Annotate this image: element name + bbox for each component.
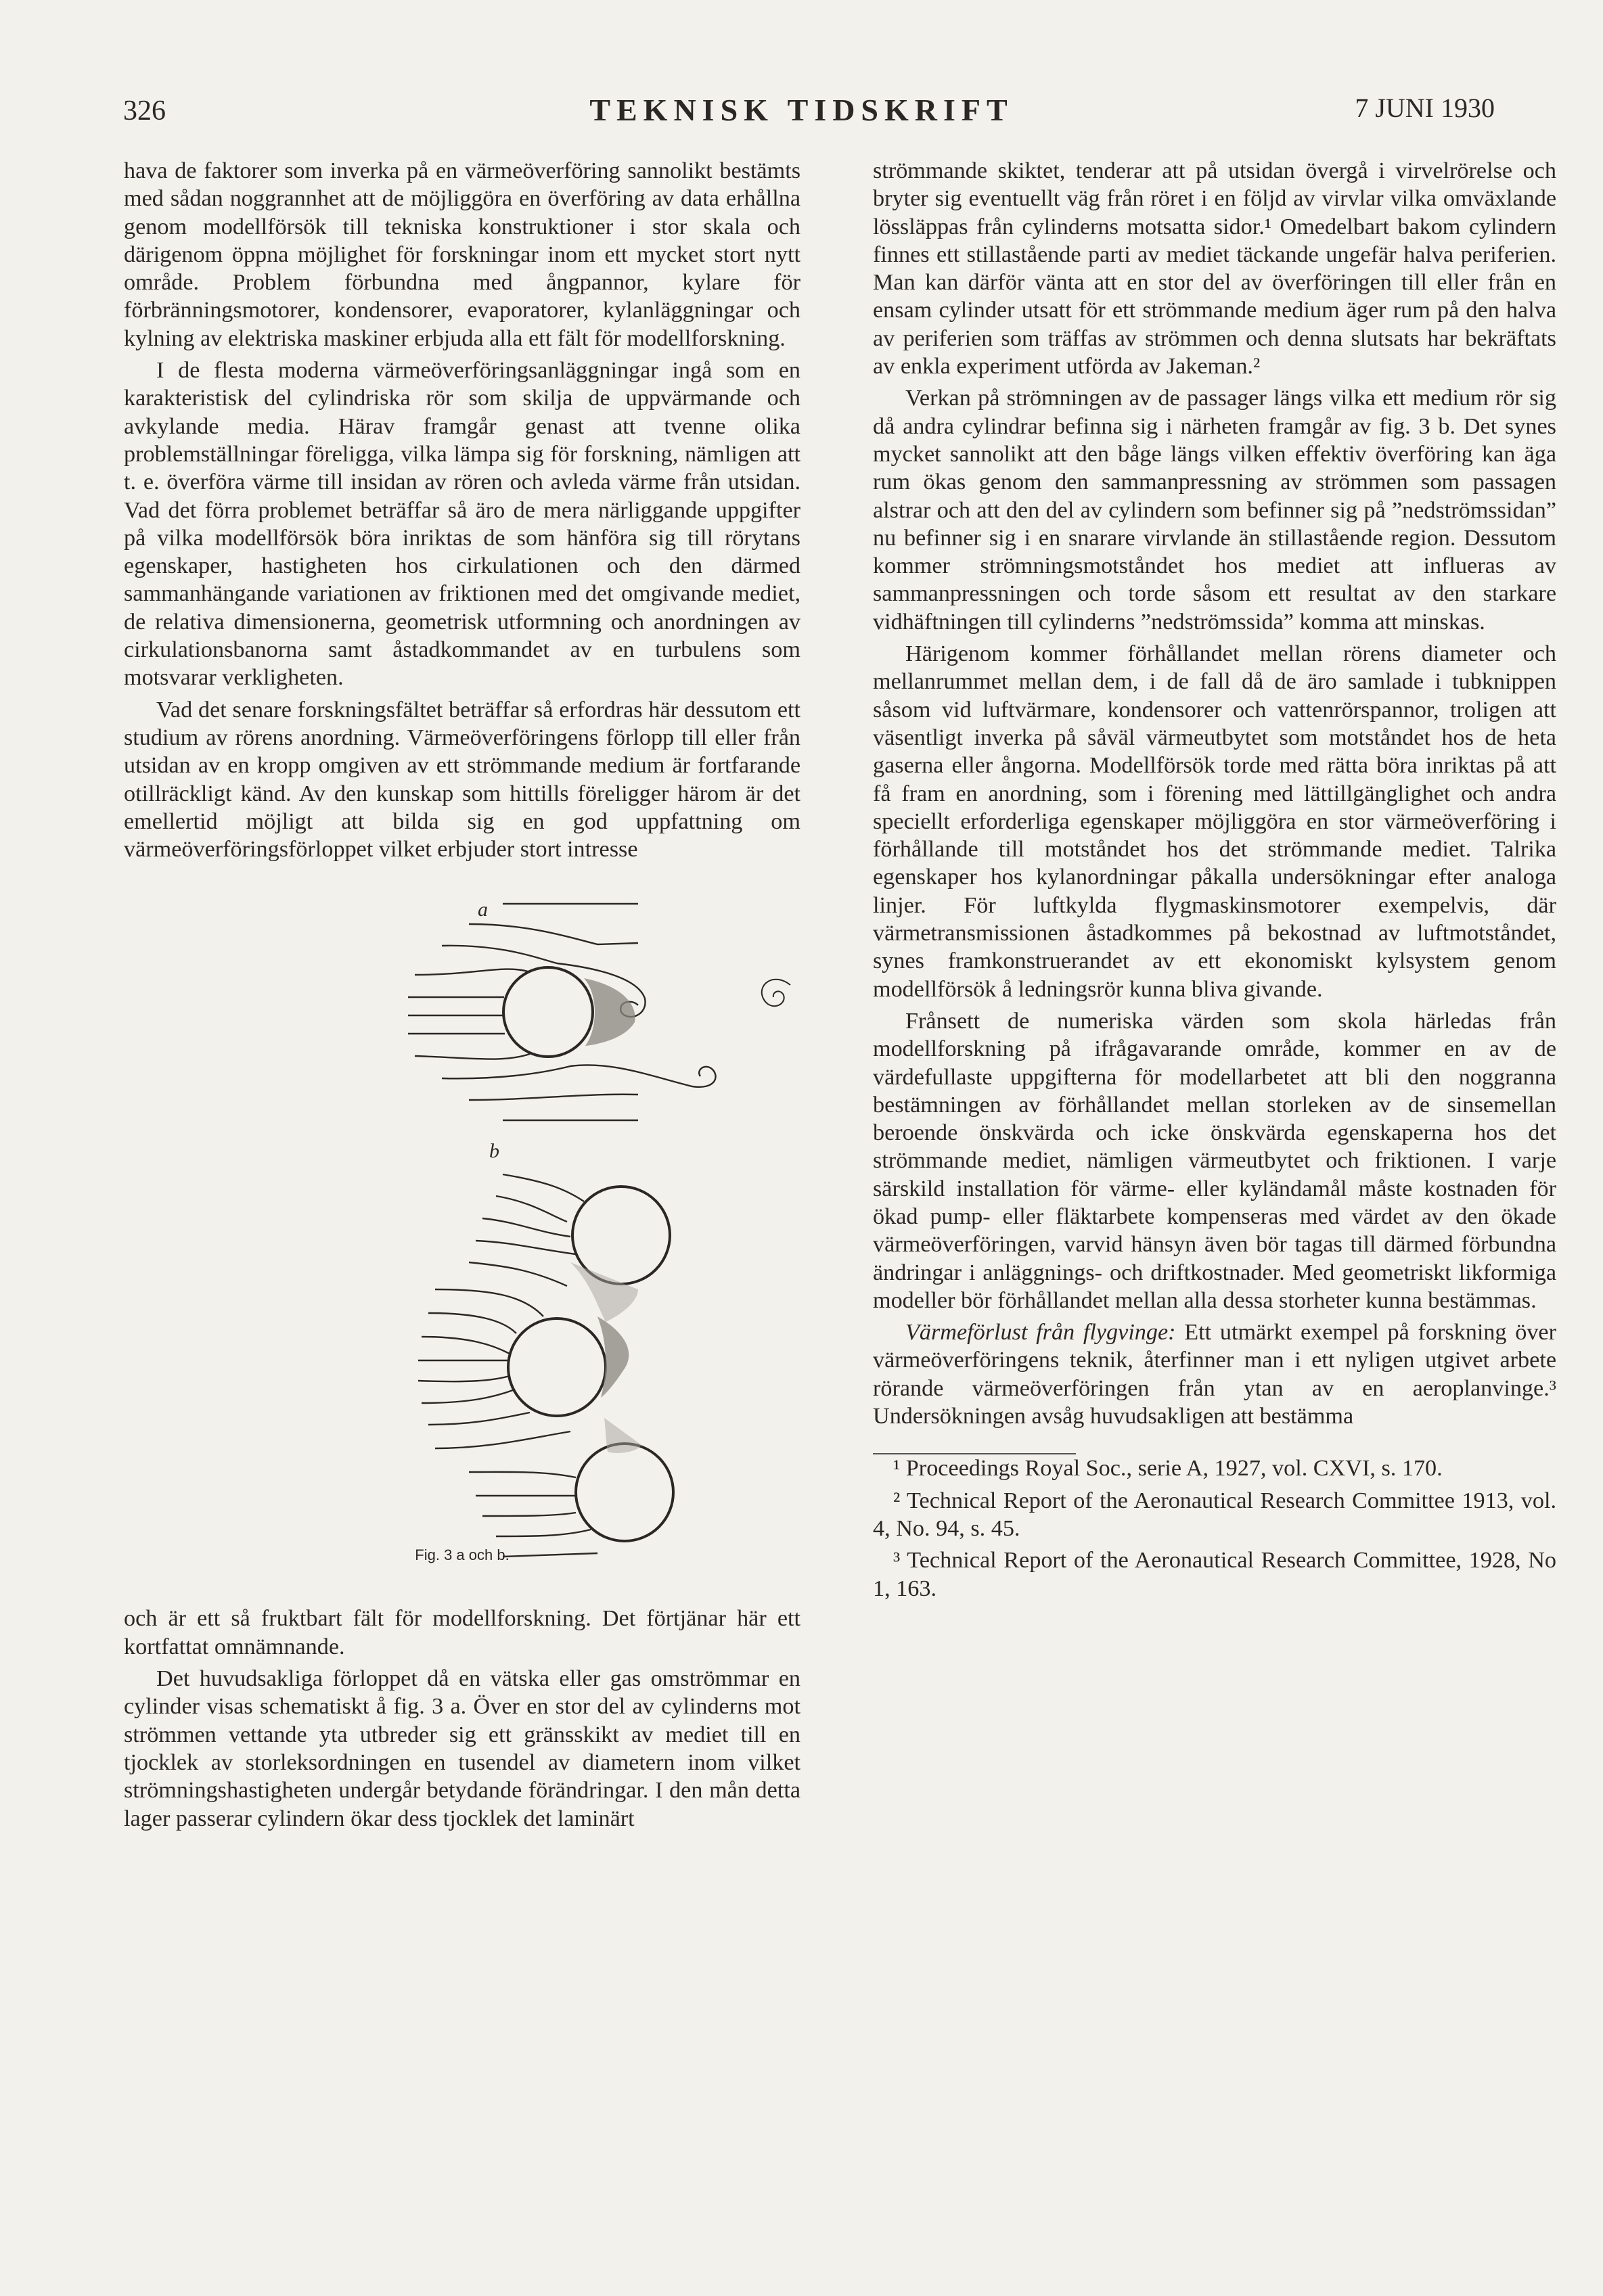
paragraph: Vad det senare forskningsfältet beträffar så erfordras här dessutom ett studium av rörens anordning. Värmeöverföringens förlopp till eller från utsidan av en kropp omgiven av ett strömmande medium är fortfarande otillräckligt känd. Av den kunskap som hittills föreligger härom är det emellertid möjligt att bilda sig en god uppfattning om värmeöverföringsförloppet vilket erbjuder stort intresse (124, 697, 800, 863)
paragraph: Härigenom kommer förhållandet mellan rörens diameter och mellanrummet mellan dem, i de fall då de äro samlade i tubknippen såsom vid luftvärmare, kondensorer och vattenrörspannor, troligen att väsentligt inverka på såväl värmeutbytet som motståndet hos de heta gaserna eller ångorna. Modellförsök torde med rätta böra inriktas på att få fram en anordning, som i förening med lättillgänglighet och andra speciellt erforderliga egenskaper möjliggöra en stor värmeöverföring i förhållande till motståndet hos det strömmande mediet. Talrika egenskaper hos kylanordningar påkalla undersökningar efter analoga linjer. För luftkylda flygmaskinsmotorer exempelvis, där värmetransmissionen åstadkommes på bekostnad av luftmotståndet, synes framkonstruerandet av ett ekonomiskt kylsystem genom modellförsök å ledningsrör kunna bliva givande. (873, 641, 1556, 1002)
figure-label-b: b (489, 1140, 499, 1163)
figure-3 (124, 883, 800, 1574)
page-header (0, 89, 1603, 137)
page-number: 326 (123, 95, 166, 127)
cylinder-b-bottom (576, 1444, 673, 1541)
journal-title: TEKNISK TIDSKRIFT (589, 93, 1014, 127)
left-column (124, 157, 800, 1837)
figure-label-a: a (478, 898, 488, 921)
issue-date: 7 JUNI 1930 (1355, 93, 1495, 123)
paragraph-title: Värmeförlust från flygvinge: (905, 1320, 1176, 1346)
footnote: ³ Technical Report of the Aeronautical Research Committee, 1928, No 1, 163. (873, 1548, 1556, 1601)
paragraph-body: Ett utmärkt exempel på forskning över värmeöverföringens teknik, återfinner man i ett nyligen utgivet arbete rörande värmeöverföringen från ytan av en aeroplanvinge.³ Undersökningen avsåg huvudsakligen att bestämma (873, 1320, 1556, 1429)
footnote: ² Technical Report of the Aeronautical Research Committee 1913, vol. 4, No. 94, s. 45. (873, 1488, 1556, 1541)
paragraph: I de flesta moderna värmeöverföringsanläggningar ingå som en karakteristisk del cylindriska rör som skilja de uppvärmande och avkylande media. Härav framgår genast att tvenne olika problemställningar föreligga, vilka lämpa sig för forskning, nämligen att t. e. överföra värme till insidan av rören och avleda värme från utsidan. Vad det förra problemet beträffar så äro de mera närliggande uppgifter på vilka modellförsök böra inriktas de som hänföra sig till rörytans egenskaper, hastigheten hos cirkulationen och den därmed sammanhängande variationen av friktionen med det omgivande mediet, de relativa dimensionerna, geometrisk utformning och anordningen av cirkulationsbanorna samt åstadkommandet av en turbulens som motsvarar verkligheten. (124, 358, 800, 691)
paragraph: Frånsett de numeriska värden som skola härledas från modellforskning på ifrågavarande område, kommer en av de värdefullaste uppgifterna för modellarbetet att bli den noggranna bestämningen av förhållandet mellan storleken av de sinsemellan beroende önskvärda och icke önskvärda egenskaperna hos det strömmande mediet, nämligen värmeutbytet och friktionen. I varje särskild installation för värme- eller kyländamål måste kostnaden för ökad pump- eller fläktarbete kompenseras med värdet av den ökade värmeöverföringen, varvid hänsyn även bör tagas till därmed förbundna ändringar i anläggnings- och driftkostnader. Med geometriskt likformiga modeller bör förhållandet mellan alla dessa storheter kunna bestämmas. (873, 1008, 1556, 1313)
paragraph: Det huvudsakliga förloppet då en vätska eller gas omströmmar en cylinder visas schematiskt å fig. 3 a. Över en stor del av cylinderns mot strömmen vettande yta utbreder sig ett gränsskikt av mediet till en tjocklek av storleksordningen en tusendel av diametern inom vilket strömningshastigheten undergår betydande förändringar. I den mån detta lager passerar cylindern ökar dess tjocklek det laminärt (124, 1666, 800, 1831)
right-column (873, 157, 1556, 1607)
cylinder-a (503, 967, 593, 1057)
footnote: ¹ Proceedings Royal Soc., serie A, 1927, vol. CXVI, s. 170. (893, 1456, 1443, 1482)
paragraph: strömmande skiktet, tenderar att på utsidan övergå i virvelrörelse och bryter sig eventuellt väg från röret i en följd av virvlar vilka omväxlande lössläppas från cylinderns motsatta sidor.¹ Omedelbart bakom cylindern finnes ett stillastående parti av mediet täckande ungefär halva periferien. Man kan därför vänta att en stor del av överföringen till eller från en ensam cylinder utsatt för ett strömmande medium äger rum på den halva av periferien som träffas av strömmen och denna slutsats har bekräftats av enkla experiment utförda av Jakeman.² (873, 158, 1556, 380)
cylinder-b-middle (508, 1318, 606, 1416)
paragraph (873, 1318, 1556, 1430)
paragraph: och är ett så fruktbart fält för modellforskning. Det förtjänar här ett kortfattat omnämnande. (124, 1606, 800, 1659)
paragraph: Verkan på strömningen av de passager längs vilka ett medium rör sig då andra cylindrar befinna sig i närheten framgår av fig. 3 b. Det synes mycket sannolikt att den båge längs vilken effektiv överföring kan äga rum ökas genom den sammanpressning av strömmen som passagen alstrar och att den del av cylindern som befinner sig på ”nedströmssidan” nu befinner sig i en snarare virvlande än stillastående region. Dessutom kommer strömningsmotståndet hos mediet att influeras av sammanpressningen och torde såsom ett resultat av den starkare vidhäftningen till cylinderns ”nedströmssida” komma att minskas. (873, 386, 1556, 635)
figure-caption: Fig. 3 a och b. (415, 1546, 510, 1564)
paragraph: hava de faktorer som inverka på en värmeöverföring sannolikt bestämts med sådan noggrannhet att de möjliggöra en överföring av data erhållna genom modellförsök till tekniska konstruktioner i stor skala och därigenom öppna möjlighet för forskningar inom ett mycket stort nytt område. Problem förbundna med ångpannor, kylare för förbränningsmotorer, kondensorer, evaporatorer, kylanläggningar och kylning av elektriska maskiner erbjuda alla ett fält för modellforskning. (124, 158, 800, 351)
flow-diagram (124, 883, 800, 1560)
footnotes (873, 1453, 1556, 1602)
